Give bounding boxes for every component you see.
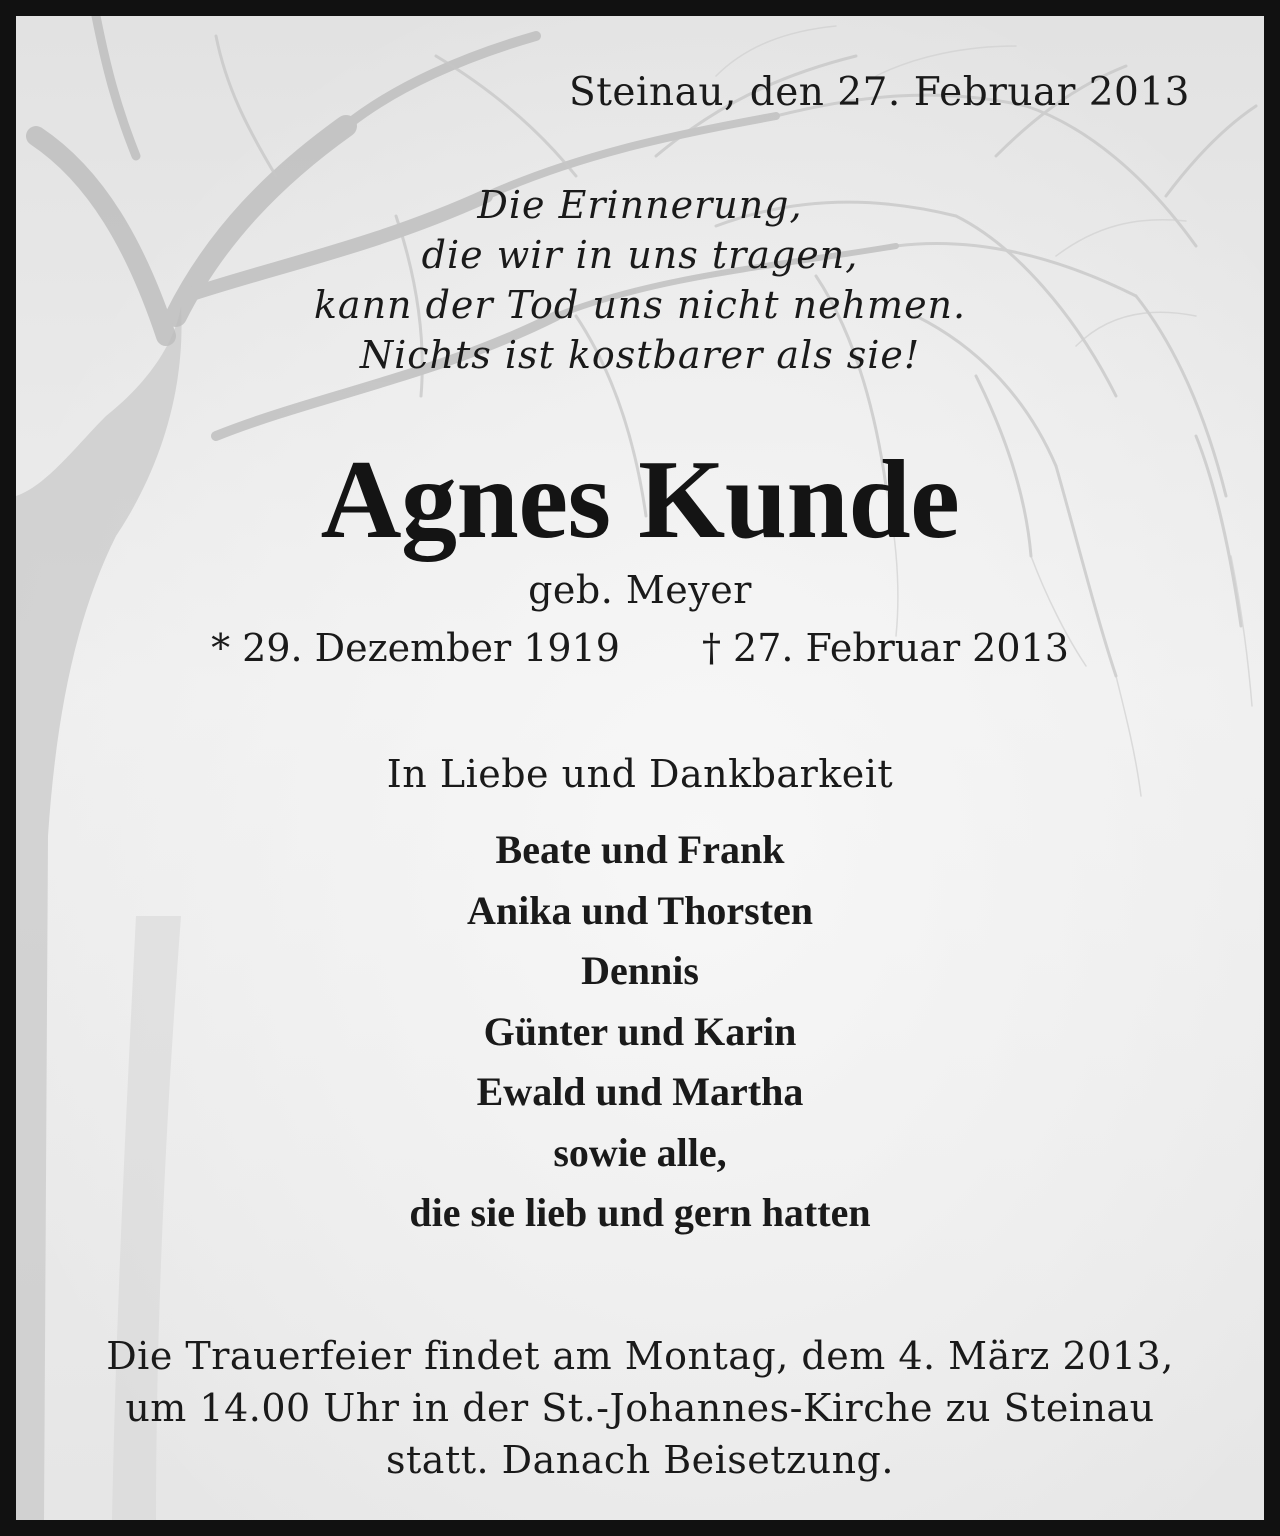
dedication-line: In Liebe und Dankbarkeit	[386, 752, 894, 796]
quote-line: die wir in uns tragen,	[421, 233, 859, 277]
death-date: † 27. Februar 2013	[701, 626, 1069, 670]
ceremony-line: Die Trauerfeier findet am Montag, dem 4. März 2013,	[106, 1334, 1174, 1378]
mourner-name: Ewald und Martha	[476, 1069, 804, 1114]
mourner-name: sowie alle,	[553, 1129, 727, 1175]
ceremony-line: statt. Danach Beisetzung.	[386, 1438, 894, 1482]
mourner-name: die sie lieb und gern hatten	[409, 1190, 871, 1235]
quote-line: kann der Tod uns nicht nehmen.	[313, 283, 967, 327]
ceremony-line: um 14.00 Uhr in der St.-Johannes-Kirche zu Steinau	[125, 1386, 1155, 1430]
funeral-service-info	[16, 1330, 1264, 1486]
mourners-list	[16, 820, 1264, 1244]
birth-date: * 29. Dezember 1919	[211, 626, 620, 670]
memorial-quote	[16, 180, 1264, 380]
notice-content	[16, 16, 1264, 1520]
quote-line: Nichts ist kostbarer als sie!	[359, 333, 921, 377]
mourner-name: Dennis	[581, 948, 699, 993]
quote-line: Die Erinnerung,	[477, 183, 803, 227]
mourner-name: Beate und Frank	[495, 827, 785, 872]
deceased-name: Agnes Kunde	[320, 438, 960, 562]
mourner-name: Günter und Karin	[483, 1008, 797, 1054]
life-dates	[16, 626, 1264, 670]
mourner-name: Anika und Thorsten	[466, 887, 814, 933]
birth-name: geb. Meyer	[528, 568, 752, 612]
place-and-date: Steinau, den 27. Februar 2013	[569, 70, 1190, 115]
